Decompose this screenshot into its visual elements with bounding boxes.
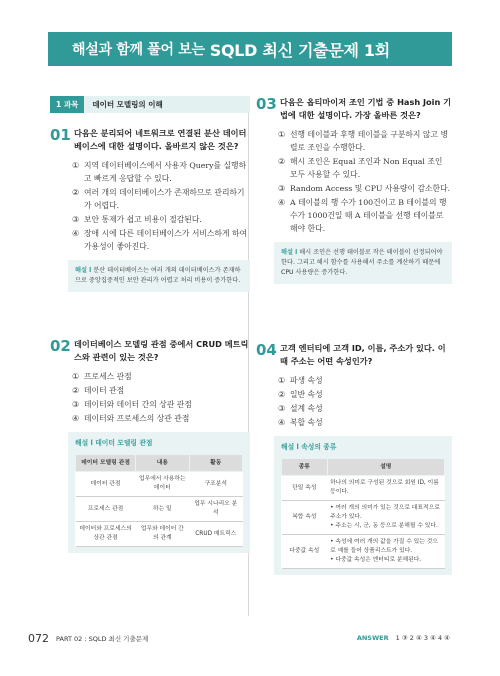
question-number: 02 [50,337,71,355]
question-1-options [50,159,250,253]
question-1 [50,127,250,153]
option: ④ A 테이블의 행 수가 100건이고 B 테이블의 행수가 1000건일 때 A 테이블을 선행 테이블로 해야 한다. [278,198,447,233]
question-text: 다음은 옵티마이저 조인 기법 중 Hash Join 기법에 대한 설명이다. 가장 올바른 것은? [280,97,452,120]
right-column [256,96,452,575]
explanation-label: 해설 l [75,267,92,274]
option: ② 해시 조인은 Equal 조인과 Non Equal 조인 모두 사용할 수 있다. [278,157,443,179]
option: ② 데이터 관점 [72,386,125,395]
option: ③ 설계 속성 [278,404,323,413]
question-4 [256,342,452,368]
table-header: 데이터 모델링 관점 [76,455,136,472]
answer-values: 1 ③ 2 ④ 3 ④ 4 ④ [395,634,450,642]
table-row: 데이터와 프로세스의 상관 관점 업무와 데이터 간의 관계 CRUD 매트릭스 [76,522,243,547]
question-number: 01 [50,126,71,144]
explanation-title: 해설 l 속성의 종류 [281,443,337,451]
explanation-box [274,436,452,575]
answer-key [357,634,450,642]
explanation-box [68,432,250,553]
answer-label: ANSWER [356,634,389,642]
option: ④ 데이터와 프로세스의 상관 관점 [72,414,190,423]
title-banner [48,32,452,66]
part-label: PART 02 : SQLD 최신 기출문제 [56,635,149,643]
table-header-row [76,455,243,472]
section-title: 데이터 모델링의 이해 [84,96,250,113]
option: ④ 장애 시에 다른 데이터베이스가 서비스하게 하여 가용성이 좋아진다. [72,229,248,251]
table-header-row [282,459,445,476]
table-header: 내용 [136,455,189,472]
question-3 [256,96,452,122]
page-number: 072 [28,632,49,645]
question-3-options [256,128,452,235]
table-row: 단일 속성 하나의 의미로 구성된 것으로 회원 ID, 이름 등이다. [282,476,445,501]
left-column [50,96,250,553]
option: ① 파생 속성 [278,376,323,385]
question-number: 04 [256,341,277,359]
explanation-text: 해시 조인은 선행 테이블로 작은 테이블이 선정되어야 한다. 그리고 해시 함수를 사용해서 주소를 계산하기 때문에 CPU 사용량은 증가한다. [281,249,443,276]
table-header: 종류 [282,459,328,476]
explanation-box [68,260,250,292]
question-number: 03 [256,95,277,113]
section-tag [50,96,250,113]
option: ① 선행 테이블과 후행 테이블을 구분하지 않고 병렬로 조인을 수행한다. [278,130,448,152]
attribute-types-table [281,458,445,569]
page-footer [28,632,472,646]
question-2-options [50,370,250,425]
banner-title: SQLD 최신 기출문제 1회 [209,40,390,60]
option: ② 일반 속성 [278,390,323,399]
question-text: 고객 엔터티에 고객 ID, 이름, 주소가 있다. 이때 주소는 어떤 속성인가? [280,343,446,366]
option: ④ 복합 속성 [278,418,323,427]
explanation-title: 해설 l 데이터 모델링 관점 [75,439,153,447]
banner-prefix: 해설과 함께 풀어 보는 [72,42,205,58]
option: ③ Random Access 및 CPU 사용량이 감소한다. [278,184,451,193]
question-text: 데이터베이스 모델링 관점 중에서 CRUD 메트릭스와 관련이 있는 것은? [74,339,249,362]
option: ② 여러 개의 데이터베이스가 존재하므로 관리하기가 어렵다. [72,188,245,210]
explanation-label: 해설 l [281,249,298,256]
question-text: 다음은 분리되어 네트워크로 연결된 분산 데이터베이스에 대한 설명이다. 올바르지 않은 것은? [74,128,247,151]
question-4-options [256,374,452,429]
option: ① 지역 데이터베이스에서 사용자 Query를 실행하고 빠르게 응답할 수 있다. [72,161,247,183]
section-number: 1 과목 [50,96,84,113]
option: ③ 보안 통제가 쉽고 비용이 절감된다. [72,215,202,224]
option: ① 프로세스 관점 [72,372,132,381]
modeling-perspective-table [75,454,243,547]
table-row: 데이터 관점 업무에서 사용하는 데이터 구조분석 [76,472,243,497]
table-row: 다중값 속성 • 속성에 여러 개의 값을 가질 수 있는 것으로 예를 들어 상품리스트가 있다. • 다중값 속성은 엔터티로 분해된다. [282,535,445,569]
table-header: 활동 [189,455,242,472]
table-header: 설명 [327,459,444,476]
option: ③ 데이터와 데이터 간의 상관 관점 [72,400,192,409]
explanation-box [274,242,452,284]
question-2 [50,338,250,364]
explanation-text: 분산 데이터베이스는 여러 개의 데이터베이스가 존재하므로 중앙집중적인 보안 관리가 어렵고 처리 비용이 증가한다. [75,267,241,284]
table-row: 복합 속성 • 여러 개의 의미가 있는 것으로 대표적으로 주소가 있다. • 주소는 시, 군, 동 등으로 분해될 수 있다. [282,501,445,535]
table-row: 프로세스 관점 하는 일 업무 시나리오 분석 [76,497,243,522]
